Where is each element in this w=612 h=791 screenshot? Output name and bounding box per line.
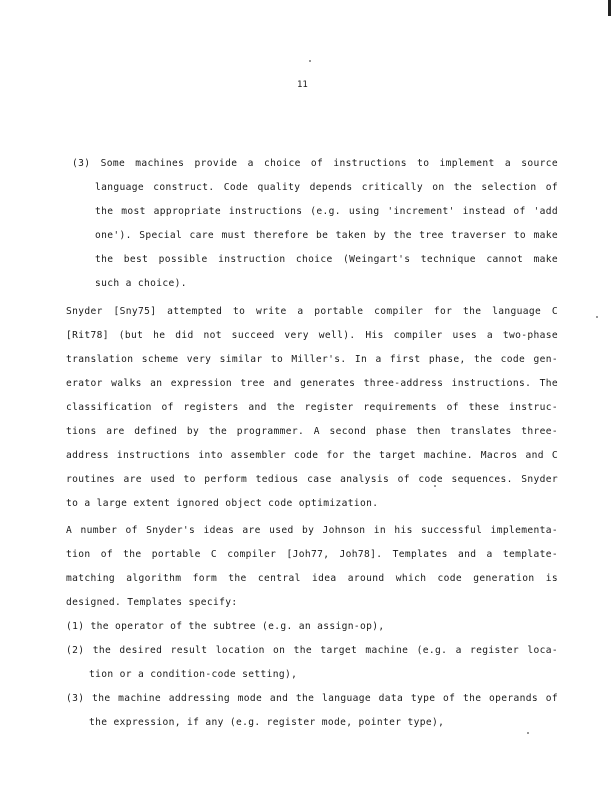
snyder-line-3: translation scheme very similar to Miller's. In a first phase, the code gen- <box>66 354 558 365</box>
snyder-line-6: tions are defined by the programmer. A second phase then translates three- <box>66 426 558 437</box>
spec-item-2-line-2: tion or a condition-code setting), <box>89 669 298 680</box>
item3-line-2: language construct. Code quality depends critically on the selection of <box>95 182 558 193</box>
scan-speck <box>434 485 436 487</box>
item3-line-1: (3) Some machines provide a choice of instructions to implement a source <box>72 158 558 169</box>
item3-line-3: the most appropriate instructions (e.g. using 'increment' instead of 'add <box>95 206 558 217</box>
page-number: 11 <box>297 80 308 90</box>
item3-line-6: such a choice). <box>95 278 187 289</box>
item3-line-4: one'). Special care must therefore be taken by the tree traverser to make <box>95 230 558 241</box>
snyder-line-1: Snyder [Sny75] attempted to write a portable compiler for the language C <box>66 306 558 317</box>
snyder-line-7: address instructions into assembler code for the target machine. Macros and C <box>66 450 558 461</box>
spec-item-2-line-1: (2) the desired result location on the target machine (e.g. a register loca- <box>66 645 558 656</box>
spec-item-3-line-2: the expression, if any (e.g. register mode, pointer type), <box>89 717 445 728</box>
scan-speck <box>309 60 311 62</box>
scan-speck <box>596 316 598 318</box>
johnson-line-3: matching algorithm form the central idea around which code generation is <box>66 573 558 584</box>
item3-line-5: the best possible instruction choice (Weingart's technique cannot make <box>95 254 558 265</box>
scan-speck <box>527 732 529 734</box>
scan-edge-mark <box>608 0 611 16</box>
snyder-line-8: routines are used to perform tedious case analysis of code sequences. Snyder <box>66 474 558 485</box>
snyder-line-5: classification of registers and the register requirements of these instruc- <box>66 402 558 413</box>
johnson-line-2: tion of the portable C compiler [Joh77, Joh78]. Templates and a template- <box>66 549 558 560</box>
snyder-line-9: to a large extent ignored object code optimization. <box>66 498 379 509</box>
johnson-line-1: A number of Snyder's ideas are used by Johnson in his successful implementa- <box>66 525 558 536</box>
spec-item-3-line-1: (3) the machine addressing mode and the language data type of the operands of <box>66 693 558 704</box>
spec-item-1: (1) the operator of the subtree (e.g. an assign-op), <box>66 621 385 632</box>
johnson-line-4: designed. Templates specify: <box>66 597 238 608</box>
snyder-line-4: erator walks an expression tree and generates three-address instructions. The <box>66 378 558 389</box>
snyder-line-2: [Rit78] (but he did not succeed very well). His compiler uses a two-phase <box>66 330 558 341</box>
